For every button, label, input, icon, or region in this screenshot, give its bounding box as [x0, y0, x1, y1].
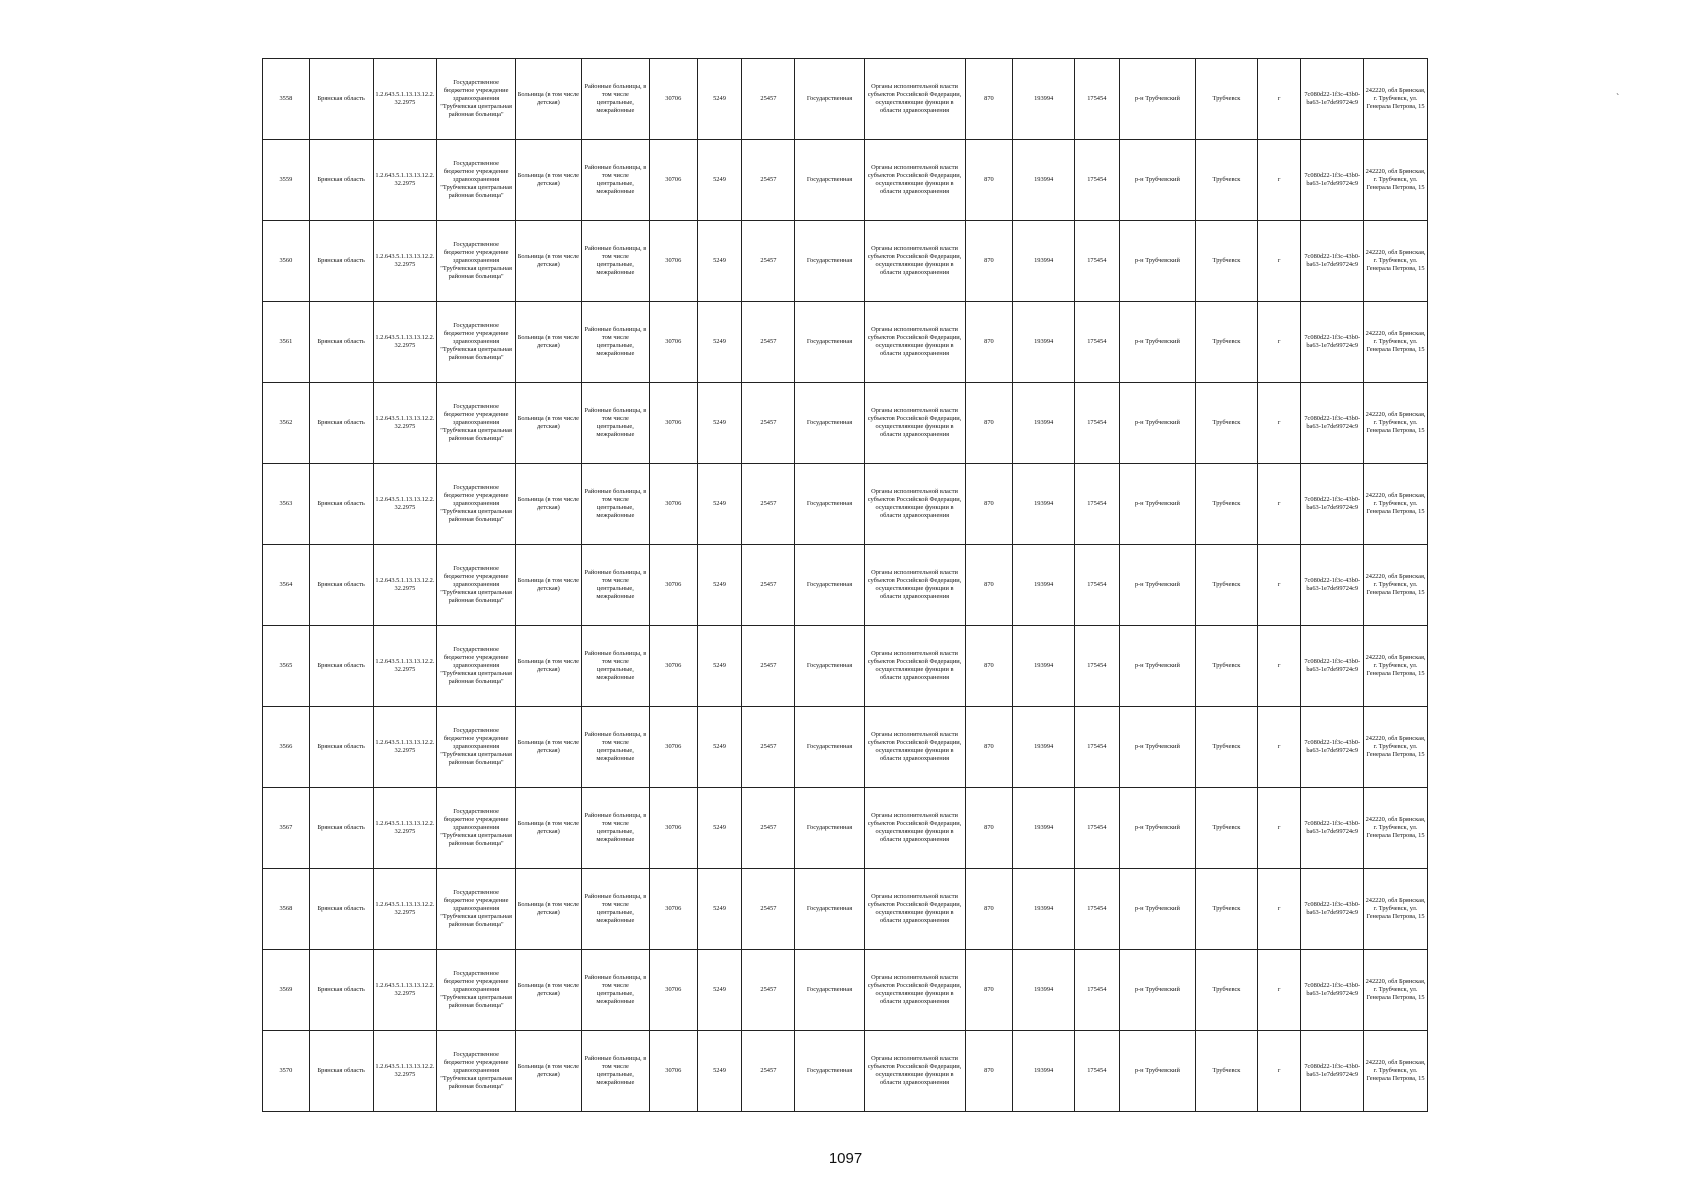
code-c-cell: 25457	[742, 950, 795, 1031]
code-cell: 1.2.643.5.1.13.13.12.2.32.2975	[373, 707, 437, 788]
num-a-cell: 870	[965, 626, 1013, 707]
district-cell: р-н Трубчевский	[1119, 221, 1196, 302]
code-c-cell: 25457	[742, 788, 795, 869]
facility-type-cell: Больница (в том числе детская)	[515, 140, 581, 221]
district-cell: р-н Трубчевский	[1119, 140, 1196, 221]
organization-cell: Государственное бюджетное учреждение здравоохранения "Трубчевская центральная районная больница"	[437, 869, 516, 950]
table-row	[263, 140, 1428, 221]
code-a-cell: 30706	[649, 1031, 697, 1112]
city-cell: Трубчевск	[1196, 707, 1258, 788]
region-cell: Брянская область	[309, 221, 373, 302]
code-b-cell: 5249	[697, 626, 742, 707]
district-cell: р-н Трубчевский	[1119, 383, 1196, 464]
code-cell: 1.2.643.5.1.13.13.12.2.32.2975	[373, 383, 437, 464]
num-c-cell: 175454	[1074, 464, 1119, 545]
num-a-cell: 870	[965, 59, 1013, 140]
row-number: 3568	[263, 869, 310, 950]
code-cell: 1.2.643.5.1.13.13.12.2.32.2975	[373, 1031, 437, 1112]
locality-type-cell: г	[1257, 950, 1301, 1031]
facility-subtype-cell: Районные больницы, в том числе центральные, межрайонные	[581, 140, 649, 221]
city-cell: Трубчевск	[1196, 59, 1258, 140]
code-cell: 1.2.643.5.1.13.13.12.2.32.2975	[373, 59, 437, 140]
facility-type-cell: Больница (в том числе детская)	[515, 950, 581, 1031]
organization-cell: Государственное бюджетное учреждение здравоохранения "Трубчевская центральная районная больница"	[437, 545, 516, 626]
num-a-cell: 870	[965, 950, 1013, 1031]
organization-cell: Государственное бюджетное учреждение здравоохранения "Трубчевская центральная районная больница"	[437, 302, 516, 383]
authority-cell: Органы исполнительной власти субъектов Российской Федерации, осуществляющие функции в области здравоохранения	[864, 626, 965, 707]
region-cell: Брянская область	[309, 464, 373, 545]
scan-artifact-mark: `	[1616, 93, 1620, 104]
facility-subtype-cell: Районные больницы, в том числе центральные, межрайонные	[581, 950, 649, 1031]
code-cell: 1.2.643.5.1.13.13.12.2.32.2975	[373, 140, 437, 221]
authority-cell: Органы исполнительной власти субъектов Российской Федерации, осуществляющие функции в области здравоохранения	[864, 788, 965, 869]
region-cell: Брянская область	[309, 788, 373, 869]
table-row	[263, 383, 1428, 464]
city-cell: Трубчевск	[1196, 626, 1258, 707]
table-body	[263, 59, 1428, 1112]
code-c-cell: 25457	[742, 626, 795, 707]
district-cell: р-н Трубчевский	[1119, 302, 1196, 383]
region-cell: Брянская область	[309, 545, 373, 626]
code-cell: 1.2.643.5.1.13.13.12.2.32.2975	[373, 545, 437, 626]
ownership-cell: Государственная	[795, 788, 864, 869]
code-c-cell: 25457	[742, 302, 795, 383]
code-c-cell: 25457	[742, 545, 795, 626]
region-cell: Брянская область	[309, 869, 373, 950]
organization-cell: Государственное бюджетное учреждение здравоохранения "Трубчевская центральная районная больница"	[437, 1031, 516, 1112]
num-b-cell: 193994	[1013, 788, 1075, 869]
num-b-cell: 193994	[1013, 302, 1075, 383]
district-cell: р-н Трубчевский	[1119, 626, 1196, 707]
region-cell: Брянская область	[309, 140, 373, 221]
authority-cell: Органы исполнительной власти субъектов Российской Федерации, осуществляющие функции в области здравоохранения	[864, 221, 965, 302]
code-a-cell: 30706	[649, 221, 697, 302]
table-row	[263, 869, 1428, 950]
guid-cell: 7c080d22-1f3c-43b0-ba63-1e7de99724c9	[1301, 221, 1364, 302]
num-b-cell: 193994	[1013, 626, 1075, 707]
authority-cell: Органы исполнительной власти субъектов Российской Федерации, осуществляющие функции в области здравоохранения	[864, 140, 965, 221]
locality-type-cell: г	[1257, 59, 1301, 140]
code-c-cell: 25457	[742, 59, 795, 140]
district-cell: р-н Трубчевский	[1119, 950, 1196, 1031]
num-a-cell: 870	[965, 788, 1013, 869]
address-cell: 242220, обл Брянская, г. Трубчевск, ул. Генерала Петрова, 15	[1364, 221, 1428, 302]
region-cell: Брянская область	[309, 383, 373, 464]
code-c-cell: 25457	[742, 221, 795, 302]
facility-subtype-cell: Районные больницы, в том числе центральные, межрайонные	[581, 626, 649, 707]
ownership-cell: Государственная	[795, 950, 864, 1031]
code-b-cell: 5249	[697, 383, 742, 464]
guid-cell: 7c080d22-1f3c-43b0-ba63-1e7de99724c9	[1301, 140, 1364, 221]
address-cell: 242220, обл Брянская, г. Трубчевск, ул. Генерала Петрова, 15	[1364, 626, 1428, 707]
guid-cell: 7c080d22-1f3c-43b0-ba63-1e7de99724c9	[1301, 464, 1364, 545]
row-number: 3564	[263, 545, 310, 626]
num-c-cell: 175454	[1074, 545, 1119, 626]
facility-subtype-cell: Районные больницы, в том числе центральные, межрайонные	[581, 1031, 649, 1112]
num-a-cell: 870	[965, 302, 1013, 383]
code-c-cell: 25457	[742, 707, 795, 788]
facility-type-cell: Больница (в том числе детская)	[515, 221, 581, 302]
locality-type-cell: г	[1257, 707, 1301, 788]
num-b-cell: 193994	[1013, 383, 1075, 464]
table-row	[263, 59, 1428, 140]
facility-subtype-cell: Районные больницы, в том числе центральные, межрайонные	[581, 788, 649, 869]
district-cell: р-н Трубчевский	[1119, 1031, 1196, 1112]
guid-cell: 7c080d22-1f3c-43b0-ba63-1e7de99724c9	[1301, 383, 1364, 464]
num-b-cell: 193994	[1013, 221, 1075, 302]
facility-type-cell: Больница (в том числе детская)	[515, 1031, 581, 1112]
authority-cell: Органы исполнительной власти субъектов Российской Федерации, осуществляющие функции в области здравоохранения	[864, 383, 965, 464]
registry-sheet	[262, 58, 1428, 1112]
code-b-cell: 5249	[697, 869, 742, 950]
code-b-cell: 5249	[697, 140, 742, 221]
organization-cell: Государственное бюджетное учреждение здравоохранения "Трубчевская центральная районная больница"	[437, 59, 516, 140]
address-cell: 242220, обл Брянская, г. Трубчевск, ул. Генерала Петрова, 15	[1364, 707, 1428, 788]
num-c-cell: 175454	[1074, 869, 1119, 950]
district-cell: р-н Трубчевский	[1119, 869, 1196, 950]
table-row	[263, 464, 1428, 545]
city-cell: Трубчевск	[1196, 1031, 1258, 1112]
district-cell: р-н Трубчевский	[1119, 545, 1196, 626]
facility-type-cell: Больница (в том числе детская)	[515, 545, 581, 626]
code-b-cell: 5249	[697, 950, 742, 1031]
guid-cell: 7c080d22-1f3c-43b0-ba63-1e7de99724c9	[1301, 869, 1364, 950]
ownership-cell: Государственная	[795, 59, 864, 140]
address-cell: 242220, обл Брянская, г. Трубчевск, ул. Генерала Петрова, 15	[1364, 464, 1428, 545]
locality-type-cell: г	[1257, 869, 1301, 950]
code-a-cell: 30706	[649, 788, 697, 869]
guid-cell: 7c080d22-1f3c-43b0-ba63-1e7de99724c9	[1301, 302, 1364, 383]
facility-subtype-cell: Районные больницы, в том числе центральные, межрайонные	[581, 707, 649, 788]
ownership-cell: Государственная	[795, 464, 864, 545]
table-row	[263, 707, 1428, 788]
city-cell: Трубчевск	[1196, 788, 1258, 869]
organization-cell: Государственное бюджетное учреждение здравоохранения "Трубчевская центральная районная больница"	[437, 626, 516, 707]
ownership-cell: Государственная	[795, 302, 864, 383]
city-cell: Трубчевск	[1196, 545, 1258, 626]
city-cell: Трубчевск	[1196, 221, 1258, 302]
code-b-cell: 5249	[697, 707, 742, 788]
code-cell: 1.2.643.5.1.13.13.12.2.32.2975	[373, 221, 437, 302]
city-cell: Трубчевск	[1196, 464, 1258, 545]
num-a-cell: 870	[965, 221, 1013, 302]
registry-table	[262, 58, 1428, 1112]
city-cell: Трубчевск	[1196, 869, 1258, 950]
num-a-cell: 870	[965, 869, 1013, 950]
num-b-cell: 193994	[1013, 1031, 1075, 1112]
row-number: 3560	[263, 221, 310, 302]
num-b-cell: 193994	[1013, 545, 1075, 626]
row-number: 3565	[263, 626, 310, 707]
organization-cell: Государственное бюджетное учреждение здравоохранения "Трубчевская центральная районная больница"	[437, 221, 516, 302]
num-b-cell: 193994	[1013, 140, 1075, 221]
code-b-cell: 5249	[697, 464, 742, 545]
locality-type-cell: г	[1257, 221, 1301, 302]
code-c-cell: 25457	[742, 1031, 795, 1112]
facility-type-cell: Больница (в том числе детская)	[515, 383, 581, 464]
authority-cell: Органы исполнительной власти субъектов Российской Федерации, осуществляющие функции в области здравоохранения	[864, 869, 965, 950]
organization-cell: Государственное бюджетное учреждение здравоохранения "Трубчевская центральная районная больница"	[437, 140, 516, 221]
code-cell: 1.2.643.5.1.13.13.12.2.32.2975	[373, 302, 437, 383]
code-c-cell: 25457	[742, 464, 795, 545]
authority-cell: Органы исполнительной власти субъектов Российской Федерации, осуществляющие функции в области здравоохранения	[864, 950, 965, 1031]
facility-type-cell: Больница (в том числе детская)	[515, 302, 581, 383]
num-b-cell: 193994	[1013, 464, 1075, 545]
authority-cell: Органы исполнительной власти субъектов Российской Федерации, осуществляющие функции в области здравоохранения	[864, 302, 965, 383]
ownership-cell: Государственная	[795, 383, 864, 464]
facility-subtype-cell: Районные больницы, в том числе центральные, межрайонные	[581, 302, 649, 383]
facility-subtype-cell: Районные больницы, в том числе центральные, межрайонные	[581, 869, 649, 950]
code-a-cell: 30706	[649, 869, 697, 950]
district-cell: р-н Трубчевский	[1119, 464, 1196, 545]
locality-type-cell: г	[1257, 788, 1301, 869]
table-row	[263, 788, 1428, 869]
locality-type-cell: г	[1257, 383, 1301, 464]
address-cell: 242220, обл Брянская, г. Трубчевск, ул. Генерала Петрова, 15	[1364, 788, 1428, 869]
code-cell: 1.2.643.5.1.13.13.12.2.32.2975	[373, 950, 437, 1031]
city-cell: Трубчевск	[1196, 950, 1258, 1031]
num-c-cell: 175454	[1074, 59, 1119, 140]
num-a-cell: 870	[965, 707, 1013, 788]
region-cell: Брянская область	[309, 950, 373, 1031]
authority-cell: Органы исполнительной власти субъектов Российской Федерации, осуществляющие функции в области здравоохранения	[864, 545, 965, 626]
ownership-cell: Государственная	[795, 626, 864, 707]
facility-subtype-cell: Районные больницы, в том числе центральные, межрайонные	[581, 464, 649, 545]
organization-cell: Государственное бюджетное учреждение здравоохранения "Трубчевская центральная районная больница"	[437, 788, 516, 869]
row-number: 3563	[263, 464, 310, 545]
code-cell: 1.2.643.5.1.13.13.12.2.32.2975	[373, 464, 437, 545]
num-c-cell: 175454	[1074, 788, 1119, 869]
facility-type-cell: Больница (в том числе детская)	[515, 464, 581, 545]
num-c-cell: 175454	[1074, 950, 1119, 1031]
num-c-cell: 175454	[1074, 626, 1119, 707]
address-cell: 242220, обл Брянская, г. Трубчевск, ул. Генерала Петрова, 15	[1364, 302, 1428, 383]
address-cell: 242220, обл Брянская, г. Трубчевск, ул. Генерала Петрова, 15	[1364, 869, 1428, 950]
facility-type-cell: Больница (в том числе детская)	[515, 788, 581, 869]
code-a-cell: 30706	[649, 707, 697, 788]
organization-cell: Государственное бюджетное учреждение здравоохранения "Трубчевская центральная районная больница"	[437, 383, 516, 464]
row-number: 3567	[263, 788, 310, 869]
num-c-cell: 175454	[1074, 383, 1119, 464]
region-cell: Брянская область	[309, 59, 373, 140]
city-cell: Трубчевск	[1196, 383, 1258, 464]
facility-type-cell: Больница (в том числе детская)	[515, 59, 581, 140]
table-row	[263, 1031, 1428, 1112]
address-cell: 242220, обл Брянская, г. Трубчевск, ул. Генерала Петрова, 15	[1364, 140, 1428, 221]
district-cell: р-н Трубчевский	[1119, 707, 1196, 788]
code-a-cell: 30706	[649, 383, 697, 464]
code-cell: 1.2.643.5.1.13.13.12.2.32.2975	[373, 626, 437, 707]
ownership-cell: Государственная	[795, 140, 864, 221]
row-number: 3566	[263, 707, 310, 788]
row-number: 3562	[263, 383, 310, 464]
code-a-cell: 30706	[649, 140, 697, 221]
authority-cell: Органы исполнительной власти субъектов Российской Федерации, осуществляющие функции в области здравоохранения	[864, 707, 965, 788]
num-c-cell: 175454	[1074, 140, 1119, 221]
code-cell: 1.2.643.5.1.13.13.12.2.32.2975	[373, 788, 437, 869]
organization-cell: Государственное бюджетное учреждение здравоохранения "Трубчевская центральная районная больница"	[437, 464, 516, 545]
num-a-cell: 870	[965, 545, 1013, 626]
facility-subtype-cell: Районные больницы, в том числе центральные, межрайонные	[581, 545, 649, 626]
code-b-cell: 5249	[697, 545, 742, 626]
table-row	[263, 302, 1428, 383]
address-cell: 242220, обл Брянская, г. Трубчевск, ул. Генерала Петрова, 15	[1364, 950, 1428, 1031]
guid-cell: 7c080d22-1f3c-43b0-ba63-1e7de99724c9	[1301, 545, 1364, 626]
address-cell: 242220, обл Брянская, г. Трубчевск, ул. Генерала Петрова, 15	[1364, 383, 1428, 464]
row-number: 3570	[263, 1031, 310, 1112]
row-number: 3559	[263, 140, 310, 221]
locality-type-cell: г	[1257, 1031, 1301, 1112]
table-row	[263, 626, 1428, 707]
city-cell: Трубчевск	[1196, 140, 1258, 221]
code-a-cell: 30706	[649, 626, 697, 707]
organization-cell: Государственное бюджетное учреждение здравоохранения "Трубчевская центральная районная больница"	[437, 950, 516, 1031]
guid-cell: 7c080d22-1f3c-43b0-ba63-1e7de99724c9	[1301, 788, 1364, 869]
code-a-cell: 30706	[649, 302, 697, 383]
region-cell: Брянская область	[309, 626, 373, 707]
locality-type-cell: г	[1257, 302, 1301, 383]
organization-cell: Государственное бюджетное учреждение здравоохранения "Трубчевская центральная районная больница"	[437, 707, 516, 788]
table-row	[263, 545, 1428, 626]
guid-cell: 7c080d22-1f3c-43b0-ba63-1e7de99724c9	[1301, 1031, 1364, 1112]
table-row	[263, 950, 1428, 1031]
num-a-cell: 870	[965, 140, 1013, 221]
address-cell: 242220, обл Брянская, г. Трубчевск, ул. Генерала Петрова, 15	[1364, 59, 1428, 140]
code-a-cell: 30706	[649, 59, 697, 140]
authority-cell: Органы исполнительной власти субъектов Российской Федерации, осуществляющие функции в области здравоохранения	[864, 59, 965, 140]
code-c-cell: 25457	[742, 869, 795, 950]
code-cell: 1.2.643.5.1.13.13.12.2.32.2975	[373, 869, 437, 950]
locality-type-cell: г	[1257, 464, 1301, 545]
city-cell: Трубчевск	[1196, 302, 1258, 383]
num-a-cell: 870	[965, 383, 1013, 464]
code-a-cell: 30706	[649, 950, 697, 1031]
code-b-cell: 5249	[697, 59, 742, 140]
row-number: 3569	[263, 950, 310, 1031]
locality-type-cell: г	[1257, 140, 1301, 221]
num-a-cell: 870	[965, 1031, 1013, 1112]
facility-type-cell: Больница (в том числе детская)	[515, 626, 581, 707]
locality-type-cell: г	[1257, 626, 1301, 707]
num-b-cell: 193994	[1013, 950, 1075, 1031]
num-b-cell: 193994	[1013, 869, 1075, 950]
num-c-cell: 175454	[1074, 302, 1119, 383]
code-a-cell: 30706	[649, 545, 697, 626]
code-b-cell: 5249	[697, 788, 742, 869]
authority-cell: Органы исполнительной власти субъектов Российской Федерации, осуществляющие функции в области здравоохранения	[864, 464, 965, 545]
code-b-cell: 5249	[697, 1031, 742, 1112]
address-cell: 242220, обл Брянская, г. Трубчевск, ул. Генерала Петрова, 15	[1364, 1031, 1428, 1112]
guid-cell: 7c080d22-1f3c-43b0-ba63-1e7de99724c9	[1301, 626, 1364, 707]
code-c-cell: 25457	[742, 383, 795, 464]
authority-cell: Органы исполнительной власти субъектов Российской Федерации, осуществляющие функции в области здравоохранения	[864, 1031, 965, 1112]
table-row	[263, 221, 1428, 302]
num-b-cell: 193994	[1013, 59, 1075, 140]
code-b-cell: 5249	[697, 302, 742, 383]
ownership-cell: Государственная	[795, 707, 864, 788]
district-cell: р-н Трубчевский	[1119, 59, 1196, 140]
region-cell: Брянская область	[309, 707, 373, 788]
num-a-cell: 870	[965, 464, 1013, 545]
locality-type-cell: г	[1257, 545, 1301, 626]
facility-subtype-cell: Районные больницы, в том числе центральные, межрайонные	[581, 221, 649, 302]
district-cell: р-н Трубчевский	[1119, 788, 1196, 869]
row-number: 3561	[263, 302, 310, 383]
ownership-cell: Государственная	[795, 545, 864, 626]
ownership-cell: Государственная	[795, 221, 864, 302]
region-cell: Брянская область	[309, 1031, 373, 1112]
code-b-cell: 5249	[697, 221, 742, 302]
num-c-cell: 175454	[1074, 1031, 1119, 1112]
code-c-cell: 25457	[742, 140, 795, 221]
num-b-cell: 193994	[1013, 707, 1075, 788]
num-c-cell: 175454	[1074, 707, 1119, 788]
guid-cell: 7c080d22-1f3c-43b0-ba63-1e7de99724c9	[1301, 950, 1364, 1031]
facility-type-cell: Больница (в том числе детская)	[515, 869, 581, 950]
region-cell: Брянская область	[309, 302, 373, 383]
ownership-cell: Государственная	[795, 869, 864, 950]
ownership-cell: Государственная	[795, 1031, 864, 1112]
row-number: 3558	[263, 59, 310, 140]
facility-type-cell: Больница (в том числе детская)	[515, 707, 581, 788]
address-cell: 242220, обл Брянская, г. Трубчевск, ул. Генерала Петрова, 15	[1364, 545, 1428, 626]
num-c-cell: 175454	[1074, 221, 1119, 302]
facility-subtype-cell: Районные больницы, в том числе центральные, межрайонные	[581, 59, 649, 140]
guid-cell: 7c080d22-1f3c-43b0-ba63-1e7de99724c9	[1301, 707, 1364, 788]
guid-cell: 7c080d22-1f3c-43b0-ba63-1e7de99724c9	[1301, 59, 1364, 140]
page-number: 1097	[828, 1150, 863, 1167]
facility-subtype-cell: Районные больницы, в том числе центральные, межрайонные	[581, 383, 649, 464]
code-a-cell: 30706	[649, 464, 697, 545]
